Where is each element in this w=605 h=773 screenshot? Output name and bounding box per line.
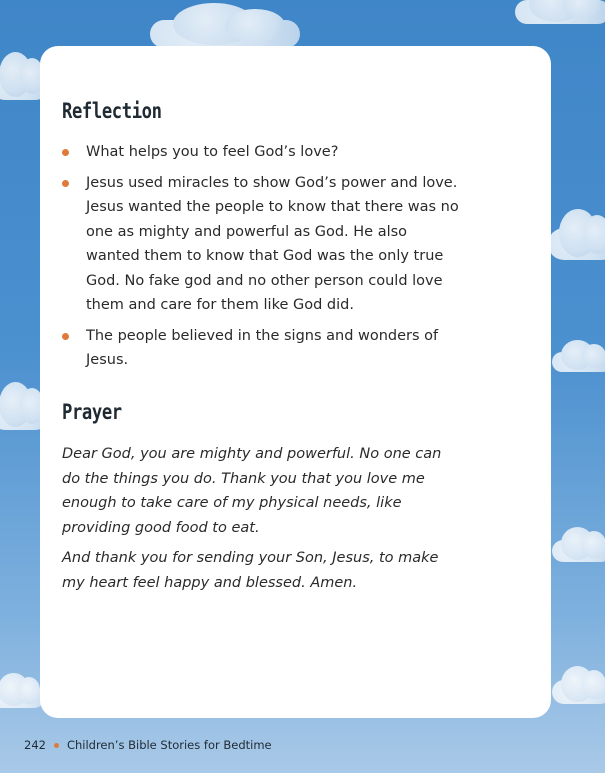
list-item-text: The people believed in the signs and wonders of Jesus. — [86, 327, 439, 368]
prayer-paragraph: And thank you for sending your Son, Jesus, to make my heart feel happy and blessed. Amen. — [62, 550, 439, 591]
page-number: 242 — [24, 738, 46, 752]
cloud-decoration — [552, 680, 605, 704]
bullet-icon — [62, 149, 69, 156]
bullet-icon — [62, 180, 69, 187]
page-footer — [24, 738, 272, 752]
cloud-decoration — [548, 228, 605, 260]
list-item-text: What helps you to feel God’s love? — [86, 144, 339, 160]
list-item-text: Jesus used miracles to show God’s power and love. Jesus wanted the people to know that there was no one as mighty and powerful as God. He also wanted them to know that God was the only true God. No fake god and no other person could love them and care for them like God did. — [86, 174, 459, 313]
reflection-list — [60, 140, 460, 379]
bullet-icon — [62, 333, 69, 340]
prayer-text — [62, 442, 462, 601]
separator-dot-icon — [54, 743, 59, 748]
reflection-heading: Reflection — [62, 99, 162, 123]
cloud-decoration — [552, 352, 605, 372]
cloud-decoration — [552, 540, 605, 562]
prayer-paragraph: Dear God, you are mighty and powerful. No one can do the things you do. Thank you that you love me enough to take care of my physical needs, like providing good food to eat. — [62, 446, 442, 536]
list-item — [60, 171, 460, 318]
cloud-decoration — [150, 20, 300, 48]
list-item — [60, 140, 460, 165]
book-title: Children’s Bible Stories for Bedtime — [66, 738, 272, 752]
prayer-heading: Prayer — [62, 400, 122, 424]
cloud-decoration — [0, 686, 45, 708]
cloud-decoration — [515, 0, 605, 24]
list-item — [60, 324, 460, 373]
